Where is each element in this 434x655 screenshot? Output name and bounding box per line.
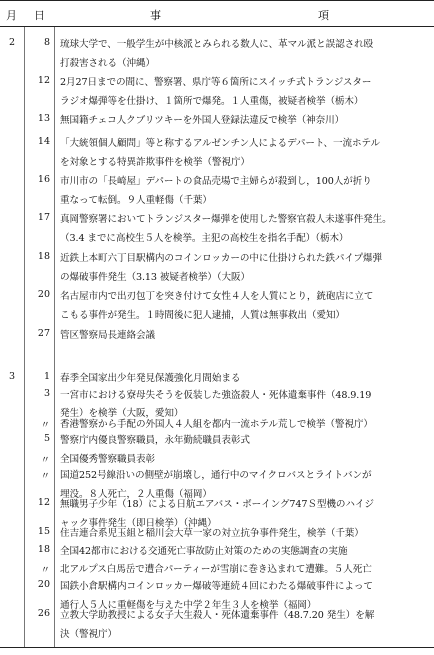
row-day: 16	[37, 174, 50, 185]
row-text	[60, 288, 432, 325]
row-day: 27	[37, 328, 50, 339]
row-text-line: 管区警察局長連絡会議	[60, 330, 155, 341]
row-text	[60, 432, 432, 451]
row-text-line: 近鉄上本町六丁目駅構内のコインロッカーの中に仕掛けられた鉄パイプ爆弾	[60, 253, 383, 264]
row-day: 〃	[40, 454, 50, 466]
row-day: 17	[37, 212, 50, 223]
row-day: 3	[43, 387, 50, 399]
row-day: 20	[37, 289, 50, 300]
row-text-line: 国道252号線沿いの側壁が崩壊し，通行中のマイクロバスとライトバンが	[60, 470, 372, 482]
row-text	[60, 112, 432, 131]
row-text-line: 無職男子少年（18）による日航エアバス・ボーイング747Ｓ型機のハイジ	[60, 499, 374, 511]
header-month: 月	[6, 9, 17, 22]
row-text	[60, 416, 432, 435]
row-text-line: （3.4 までに高校生５人を検挙。主犯の高校生を指名手配）（栃木）	[60, 232, 349, 244]
row-day: 26	[37, 608, 50, 619]
row-text-line: 重なって転倒。９人重軽傷（千葉）	[60, 194, 212, 206]
row-text	[60, 250, 432, 287]
row-text-line: 埋没。８人死亡，２人重傷（福岡）	[60, 488, 212, 500]
row-day: 〃	[40, 419, 50, 431]
row-day: 5	[43, 433, 50, 445]
row-day: 13	[37, 113, 50, 124]
column-divider	[54, 27, 55, 647]
row-text-line: 国鉄小倉駅構内コインロッカー爆破等連続４回にわたる爆破事件によって	[60, 581, 373, 593]
row-text-line: 打殺害される（沖縄）	[60, 57, 155, 69]
row-month: 2	[8, 37, 16, 48]
row-day: 12	[37, 75, 50, 86]
row-text-line: 市川市の「長崎屋」デパートの食品売場で主婦らが殺到し，100人が折り	[60, 176, 372, 187]
row-text-line: 名古屋市内で出刃包丁を突き付けて女性４人を人質にとり，銃砲店に立て	[60, 291, 374, 302]
column-divider	[24, 27, 25, 647]
row-text	[60, 173, 432, 210]
row-day: 〃	[40, 471, 50, 483]
row-text-line: を対象とする特異詐欺事件を検挙（警視庁）	[60, 156, 250, 168]
row-text-line: 琉球大学で、一般学生が中核派とみられる数人に、革マル派と誤認され殴	[60, 39, 374, 50]
row-text-line: 住吉連合系児玉組と稲川会大草一家の対立抗争事件発生，検挙（千葉）	[60, 527, 364, 539]
row-text	[60, 135, 432, 172]
row-text-line: 「大統領個人顧問」等と称するアルゼンチン人によるデパート、一流ホテル	[60, 138, 381, 149]
row-text	[60, 36, 432, 73]
row-text-line: 春季全国家出少年発見保護強化月間始まる	[60, 373, 241, 384]
table-header	[0, 0, 434, 27]
table-bottom-rule	[0, 647, 434, 648]
row-text-line: 香港警察から手配の外国人４人組を都内一流ホテル荒しで検挙（警視庁）	[60, 418, 373, 430]
row-day: 12	[37, 497, 50, 509]
row-day: 1	[43, 371, 50, 382]
row-text-line: 2月27日までの間に、警察署、県庁等６箇所にスイッチ式トランジスター	[60, 77, 372, 88]
row-text-line: 立教大学助教授による女子大生殺人・死体遺棄事件（48.7.20 発生）を解	[60, 610, 375, 621]
row-text	[60, 525, 432, 544]
row-text-line: 北アルプス白馬岳で遭合パーティーが雪崩に巻き込まれて遭難。５人死亡	[60, 564, 372, 576]
row-text	[60, 543, 432, 562]
header-ji: 事	[150, 9, 161, 22]
row-text-line: 全国42都市における交通死亡事故防止対策のための実態調査の実施	[60, 546, 348, 558]
row-text-line: 全国優秀警察職員表彰	[60, 453, 155, 465]
row-text	[60, 327, 432, 346]
row-text-line: の爆破事件発生（3.13 被疑者検挙）（大阪）	[60, 271, 250, 283]
row-day: 18	[37, 544, 50, 556]
row-text-line: 通行人５人に重軽傷を与えた中学２年生３人を検挙（福岡）	[60, 599, 317, 611]
row-day: 20	[37, 579, 50, 591]
row-text	[60, 211, 432, 248]
row-text-line: 発生）を検挙（大阪，愛知）	[60, 408, 184, 420]
row-text-line: こもる事件が発生。１時間後に犯人逮捕，人質は無事救出（愛知）	[60, 309, 345, 321]
header-kou: 項	[318, 9, 329, 22]
row-day: 〃	[40, 565, 50, 577]
row-text-line: 無国籍チェコ人クブリツキーを外国人登録法違反で検挙（神奈川）	[60, 115, 345, 126]
row-day: 15	[37, 525, 50, 537]
row-text-line: 警察庁内優良警察職員，永年勤続職員表彰式	[60, 435, 250, 447]
row-month: 3	[8, 371, 16, 382]
row-text-line: 一宮市における寮母失そうを仮装した強盗殺人・死体遺棄事件（48.9.19	[60, 389, 372, 401]
row-text-line: 真岡警察署においてトランジスター爆弾を使用した警察官殺人未遂事件発生。	[60, 214, 392, 225]
row-text-line: ラジオ爆弾等を仕掛け、１箇所で爆発。１人重傷，被疑者検挙（栃木）	[60, 95, 364, 107]
row-day: 8	[43, 37, 50, 48]
row-text-line: 決（警視庁）	[60, 628, 117, 640]
header-day: 日	[34, 9, 45, 22]
row-text	[60, 74, 432, 111]
row-day: 14	[37, 136, 50, 147]
row-day: 18	[37, 251, 50, 262]
row-text	[60, 607, 432, 644]
row-text-line: ャック事件発生（即日検挙）（沖縄）	[60, 517, 217, 529]
